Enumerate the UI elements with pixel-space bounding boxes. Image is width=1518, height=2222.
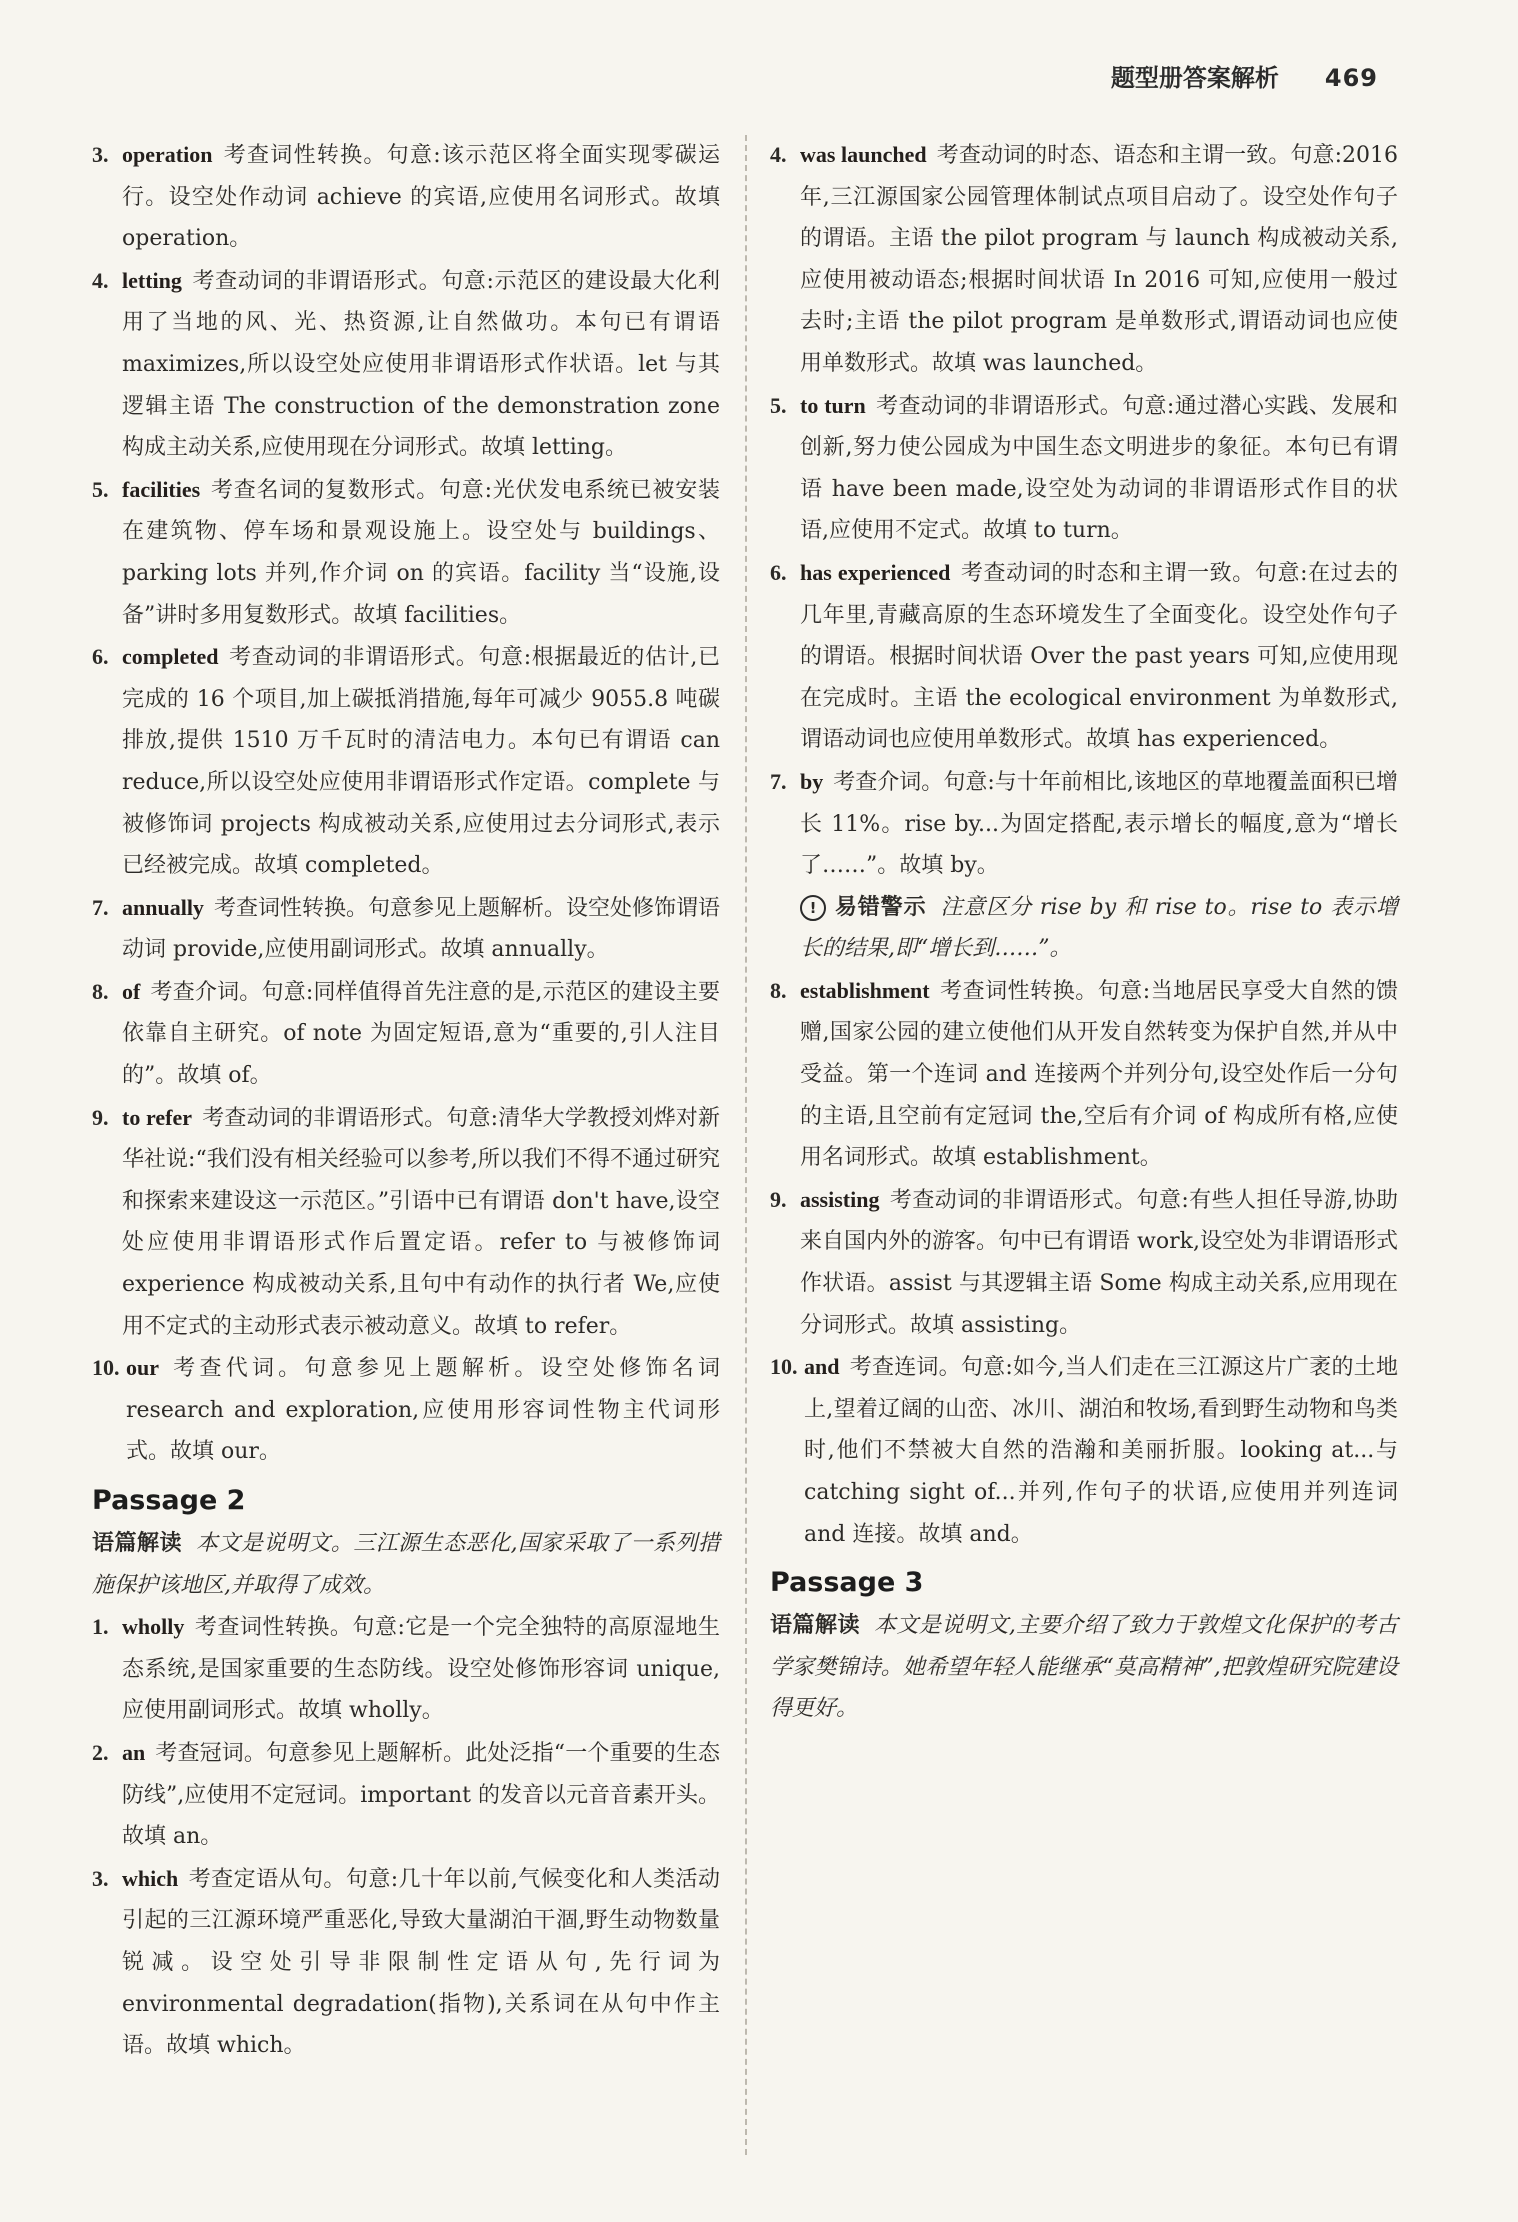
answer-item-p1-8: [92, 971, 720, 1097]
answer-word: operation: [122, 142, 213, 167]
explanation: 考查连词。句意:如今,当人们走在三江源这片广袤的土地上,望着辽阔的山峦、冰川、湖泊和牧场,看到野生动物和鸟类时,他们不禁被大自然的浩瀚和美丽折服。looking at...与 catching sight of...并列,作句子的状语,应使用并列连词 and 连接。故填 and。: [804, 1355, 1398, 1547]
answer-item-p2-5: [770, 385, 1398, 552]
answer-item-p2-2: [92, 1732, 720, 1858]
answer-item-p2-4: [770, 134, 1398, 385]
answer-item-p2-3: [92, 1858, 720, 2067]
passage-3-title: Passage 3: [770, 1567, 924, 1599]
answer-word: our: [126, 1355, 159, 1381]
answer-word: establishment: [800, 977, 930, 1003]
item-number: 9.: [770, 1186, 787, 1212]
item-number: 10.: [770, 1354, 798, 1380]
explanation: 考查介词。句意:与十年前相比,该地区的草地覆盖面积已增长 11%。rise by...为固定搭配,表示增长的幅度,意为“增长了……”。故填 by。: [800, 769, 1398, 879]
item-number: 5.: [92, 476, 109, 502]
warning-label: 易错警示: [834, 894, 927, 920]
intro-label: 语篇解读: [92, 1531, 182, 1556]
explanation: 考查动词的非谓语形式。句意:有些人担任导游,协助来自国内外的游客。句中已有谓语 work,设空处为非谓语形式作状语。assist 与其逻辑主语 Some 构成主动关系,应用现在分词形式。故填 assisting。: [800, 1187, 1398, 1338]
column-divider: [745, 135, 747, 2155]
item-number: 4.: [770, 142, 787, 167]
explanation: 考查代词。句意参见上题解析。设空处修饰名词 research and exploration,应使用形容词性物主代词形式。故填 our。: [126, 1356, 720, 1465]
passage-2-intro: [92, 1523, 720, 1606]
answer-item-p1-6: [92, 636, 720, 887]
intro-text: 本文是说明文,主要介绍了致力于敦煌文化保护的考古学家樊锦诗。她希望年轻人能继承“莫高精神”,把敦煌研究院建设得更好。: [770, 1613, 1398, 1722]
answer-word: was launched: [800, 142, 927, 167]
answer-word: an: [122, 1739, 146, 1765]
answer-item-p1-5: [92, 469, 720, 636]
answer-item-p1-4: [92, 260, 720, 469]
explanation: 考查动词的非谓语形式。句意:示范区的建设最大化利用了当地的风、光、热资源,让自然做功。本句已有谓语 maximizes,所以设空处应使用非谓语形式作状语。let 与其逻辑主语 The construction of the demonstration zone 构成主动关系,应使用现在分词形式。故填 letting。: [122, 268, 720, 461]
answer-word: letting: [122, 267, 182, 293]
intro-text: 本文是说明文。三江源生态恶化,国家采取了一系列措施保护该地区,并取得了成效。: [92, 1531, 720, 1598]
explanation: 考查介词。句意:同样值得首先注意的是,示范区的建设主要依靠自主研究。of note 为固定短语,意为“重要的,引人注目的”。故填 of。: [122, 979, 720, 1089]
answer-item-p2-10: [770, 1346, 1398, 1555]
answer-word: which: [122, 1865, 179, 1891]
explanation: 考查词性转换。句意:它是一个完全独特的高原湿地生态系统,是国家重要的生态防线。设空处修饰形容词 unique,应使用副词形式。故填 wholly。: [122, 1615, 720, 1724]
item-number: 10.: [92, 1355, 120, 1381]
item-number: 6.: [92, 644, 109, 670]
item-number: 4.: [92, 267, 109, 293]
explanation: 考查名词的复数形式。句意:光伏发电系统已被安装在建筑物、停车场和景观设施上。设空处与 buildings、parking lots 并列,作介词 on 的宾语。facility 当“设施,设备”讲时多用复数形式。故填 facilities。: [122, 477, 720, 628]
answer-item-p2-1: [92, 1606, 720, 1732]
warning-text: 注意区分 rise by 和 rise to。rise to 表示增长的结果,即“增长到……”。: [800, 894, 1398, 962]
item-number: 3.: [92, 142, 109, 167]
item-number: 1.: [92, 1614, 109, 1640]
left-column: [92, 134, 720, 2067]
section-title: 题型册答案解析: [1110, 64, 1279, 92]
explanation: 考查动词的时态和主谓一致。句意:在过去的几年里,青藏高原的生态环境发生了全面变化。设空处作句子的谓语。根据时间状语 Over the past years 可知,应使用现在完成时。主语 the ecological environment 为单数形式,谓语动词也应使用单数形式。故填 has experienced。: [800, 560, 1399, 753]
answer-word: and: [804, 1354, 840, 1380]
explanation: 考查词性转换。句意:当地居民享受大自然的馈赠,国家公园的建立使他们从开发自然转变为保护自然,并从中受益。第一个连词 and 连接两个并列分句,设空处作后一分句的主语,且空前有定冠词 the,空后有介词 of 构成所有格,应使用名词形式。故填 establishment。: [800, 978, 1398, 1171]
answer-word: by: [800, 768, 824, 794]
explanation: 考查动词的非谓语形式。句意:清华大学教授刘烨对新华社说:“我们没有相关经验可以参考,所以我们不得不通过研究和探索来建设这一示范区。”引语中已有谓语 don't have,设空处应使用非谓语形式作后置定语。refer to 与被修饰词 experience 构成被动关系,且句中有动作的执行者 We,应使用不定式的主动形式表示被动意义。故填 to refer。: [122, 1105, 720, 1339]
explanation: 考查词性转换。句意:该示范区将全面实现零碳运行。设空处作动词 achieve 的宾语,应使用名词形式。故填 operation。: [122, 143, 720, 252]
explanation: 考查动词的时态、语态和主谓一致。句意:2016 年,三江源国家公园管理体制试点项目启动了。设空处作句子的谓语。主语 the pilot program 与 launch 构成被动关系,应使用被动语态;根据时间状语 In 2016 可知,应使用一般过去时;主语 the pilot program 是单数形式,谓语动词也应使用单数形式。故填 was launched。: [800, 143, 1398, 376]
item-number: 7.: [92, 894, 109, 920]
answer-item-p1-7: [92, 887, 720, 971]
item-number: 6.: [770, 559, 787, 585]
answer-word: to turn: [800, 392, 866, 418]
item-number: 5.: [770, 392, 787, 418]
answer-item-p1-3: [92, 134, 720, 260]
answer-word: wholly: [122, 1614, 185, 1640]
answer-word: completed: [122, 644, 219, 670]
answer-item-p2-7: [770, 761, 1398, 887]
right-column-content: [770, 134, 1398, 1730]
item-number: 8.: [92, 978, 109, 1004]
intro-label: 语篇解读: [770, 1613, 860, 1639]
answer-word: has experienced: [800, 559, 951, 585]
page-header: [1111, 58, 1378, 93]
passage-2-title: Passage 2: [92, 1485, 246, 1516]
explanation: 考查动词的非谓语形式。句意:根据最近的估计,已完成的 16 个项目,加上碳抵消措施,每年可减少 9055.8 吨碳排放,提供 1510 万千瓦时的清洁电力。本句已有谓语 can reduce,所以设空处应使用非谓语形式作定语。complete 与被修饰词 projects 构成被动关系,应使用过去分词形式,表示已经被完成。故填 completed。: [122, 645, 720, 879]
item-number: 3.: [92, 1865, 109, 1891]
explanation: 考查词性转换。句意参见上题解析。设空处修饰谓语动词 provide,应使用副词形式。故填 annually。: [122, 895, 720, 963]
answer-word: to refer: [122, 1104, 193, 1130]
answer-item-p1-9: [92, 1097, 720, 1348]
warning-icon: !: [800, 895, 826, 921]
answer-item-p1-10: [92, 1347, 720, 1473]
error-warning-note: [800, 887, 1398, 970]
item-number: 8.: [770, 977, 787, 1003]
item-number: 7.: [770, 768, 787, 794]
answer-item-p2-6: [770, 552, 1398, 761]
explanation: 考查冠词。句意参见上题解析。此处泛指“一个重要的生态防线”,应使用不定冠词。important 的发音以元音音素开头。故填 an。: [122, 1740, 720, 1850]
explanation: 考查动词的非谓语形式。句意:通过潜心实践、发展和创新,努力使公园成为中国生态文明进步的象征。本句已有谓语 have been made,设空处为动词的非谓语形式作目的状语,应使用不定式。故填 to turn。: [800, 393, 1398, 544]
passage-3-intro: [770, 1605, 1398, 1730]
answer-word: annually: [122, 894, 204, 920]
answer-word: assisting: [800, 1186, 880, 1212]
answer-word: facilities: [122, 476, 201, 502]
item-number: 9.: [92, 1104, 109, 1130]
answer-item-p2-9: [770, 1179, 1398, 1346]
explanation: 考查定语从句。句意:几十年以前,气候变化和人类活动引起的三江源环境严重恶化,导致大量湖泊干涸,野生动物数量锐减。设空处引导非限制性定语从句,先行词为 environmental degradation(指物),关系词在从句中作主语。故填 which。: [122, 1866, 720, 2059]
answer-word: of: [122, 978, 141, 1004]
item-number: 2.: [92, 1739, 109, 1765]
page-number: 469: [1324, 64, 1378, 92]
answer-item-p2-8: [770, 970, 1398, 1179]
